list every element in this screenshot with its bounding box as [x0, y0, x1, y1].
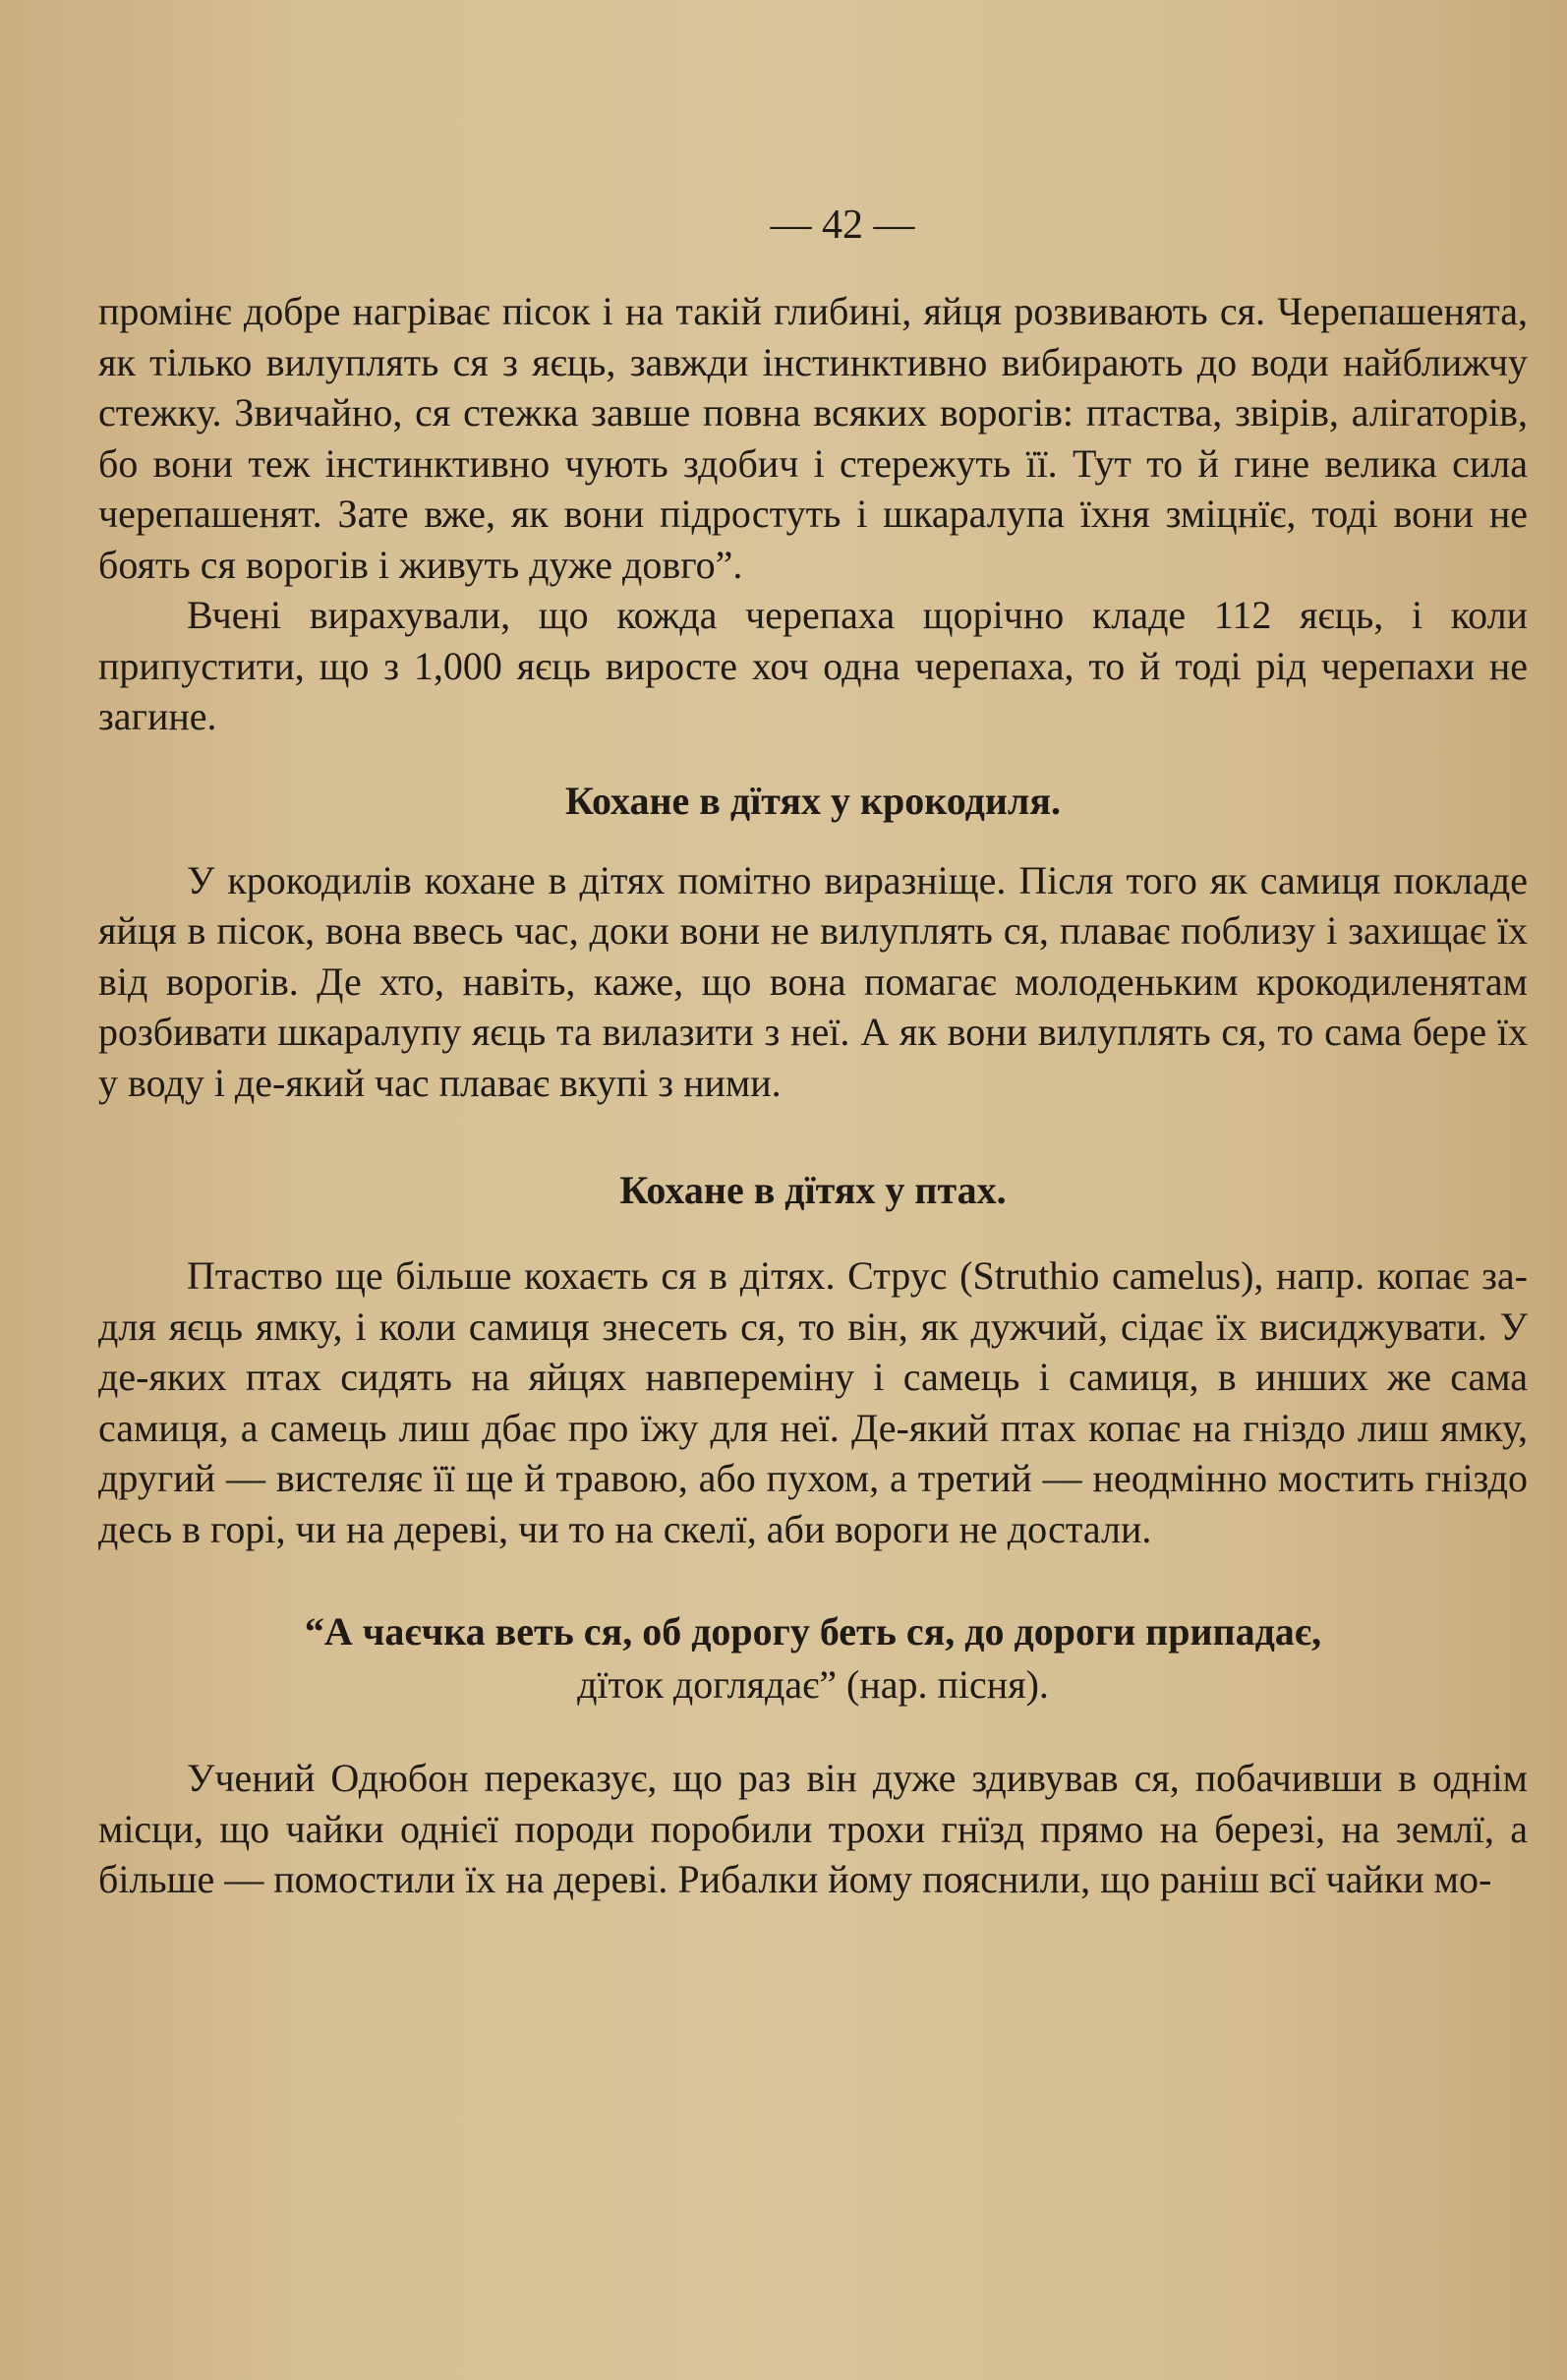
paragraph-turtle-continuation: промінє добре нагріває пісок і на такій глибині, яйця розвивають ся. Черепашенята, як тілько вилуплять ся з яєць, завжди інстинктивно вибирають до води найближчу стежку. Звичайно, ся стежка завше повна всяких ворогів: птаства, звірів, алігаторів, бо вони теж інстинктивно чують здобич і стережуть її. Тут то й гине велика сила черепашенят. Зате вже, як вони підростуть і шкаралупа їхня зміцнїє, тоді вони не боять ся ворогів і живуть дуже довго”. — [98, 289, 1528, 587]
quote-line-1: “А чаєчка веть ся, об дорогу беть ся, до дороги припадає, — [304, 1609, 1322, 1654]
paragraph-turtle-eggs: Вчені вирахували, що кожда черепаха щорічно кладе 112 яєць, і коли припустити, що з 1,000 яєць виросте хоч одна черепаха, то й тоді рід черепахи не загине. — [98, 593, 1528, 738]
paragraph-audubon: Учений Одюбон переказує, що раз він дуже здивував ся, побачивши в однім місци, що чайки однієї породи поробили трохи гнїзд прямо на березі, на землї, а більше — помостили їх на дереві. Рибалки йому пояснили, що раніш всї чайки мо- — [98, 1756, 1528, 1901]
heading-crocodile: Кохане в дїтях у крокодиля. — [564, 778, 1062, 823]
page-number: — 42 — — [770, 203, 915, 248]
paragraph-birds: Птаство ще більше кохаєть ся в дітях. Струс (Struthio camelus), напр. копає за-для яєць ямку, і коли самиця знесеть ся, то він, як дужчий, сідає їх висиджувати. У де-яких птах сидять на яйцях навпереміну і самець і самиця, в инших же сама самиця, а самець лиш дбає про їжу для неї. Де-який птах копає на гніздо лиш ямку, другий — вистеляє її ще й травою, або пухом, а третий — неодмінно мостить гніздо десь в горі, чи на дереві, чи то на скелї, аби вороги не достали. — [98, 1253, 1528, 1551]
paragraph-crocodile: У крокодилів кохане в дітях помітно виразніще. Після того як самиця покладе яйця в пісок, вона ввесь час, доки вони не вилуплять ся, плаває поблизу і захищає їх від ворогів. Де хто, навіть, каже, що вона помагає молоденьким крокодиленятам розбивати шкаралупу яєць та вилазити з неї. А як вони вилуплять ся, то сама бере їх у воду і де-який час плаває вкупі з ними. — [98, 857, 1528, 1105]
folk-song-quote — [98, 1605, 1528, 1712]
quote-line-2: дїток доглядає” (нар. пісня). — [577, 1662, 1049, 1707]
heading-birds: Кохане в дїтях у птах. — [619, 1168, 1007, 1212]
